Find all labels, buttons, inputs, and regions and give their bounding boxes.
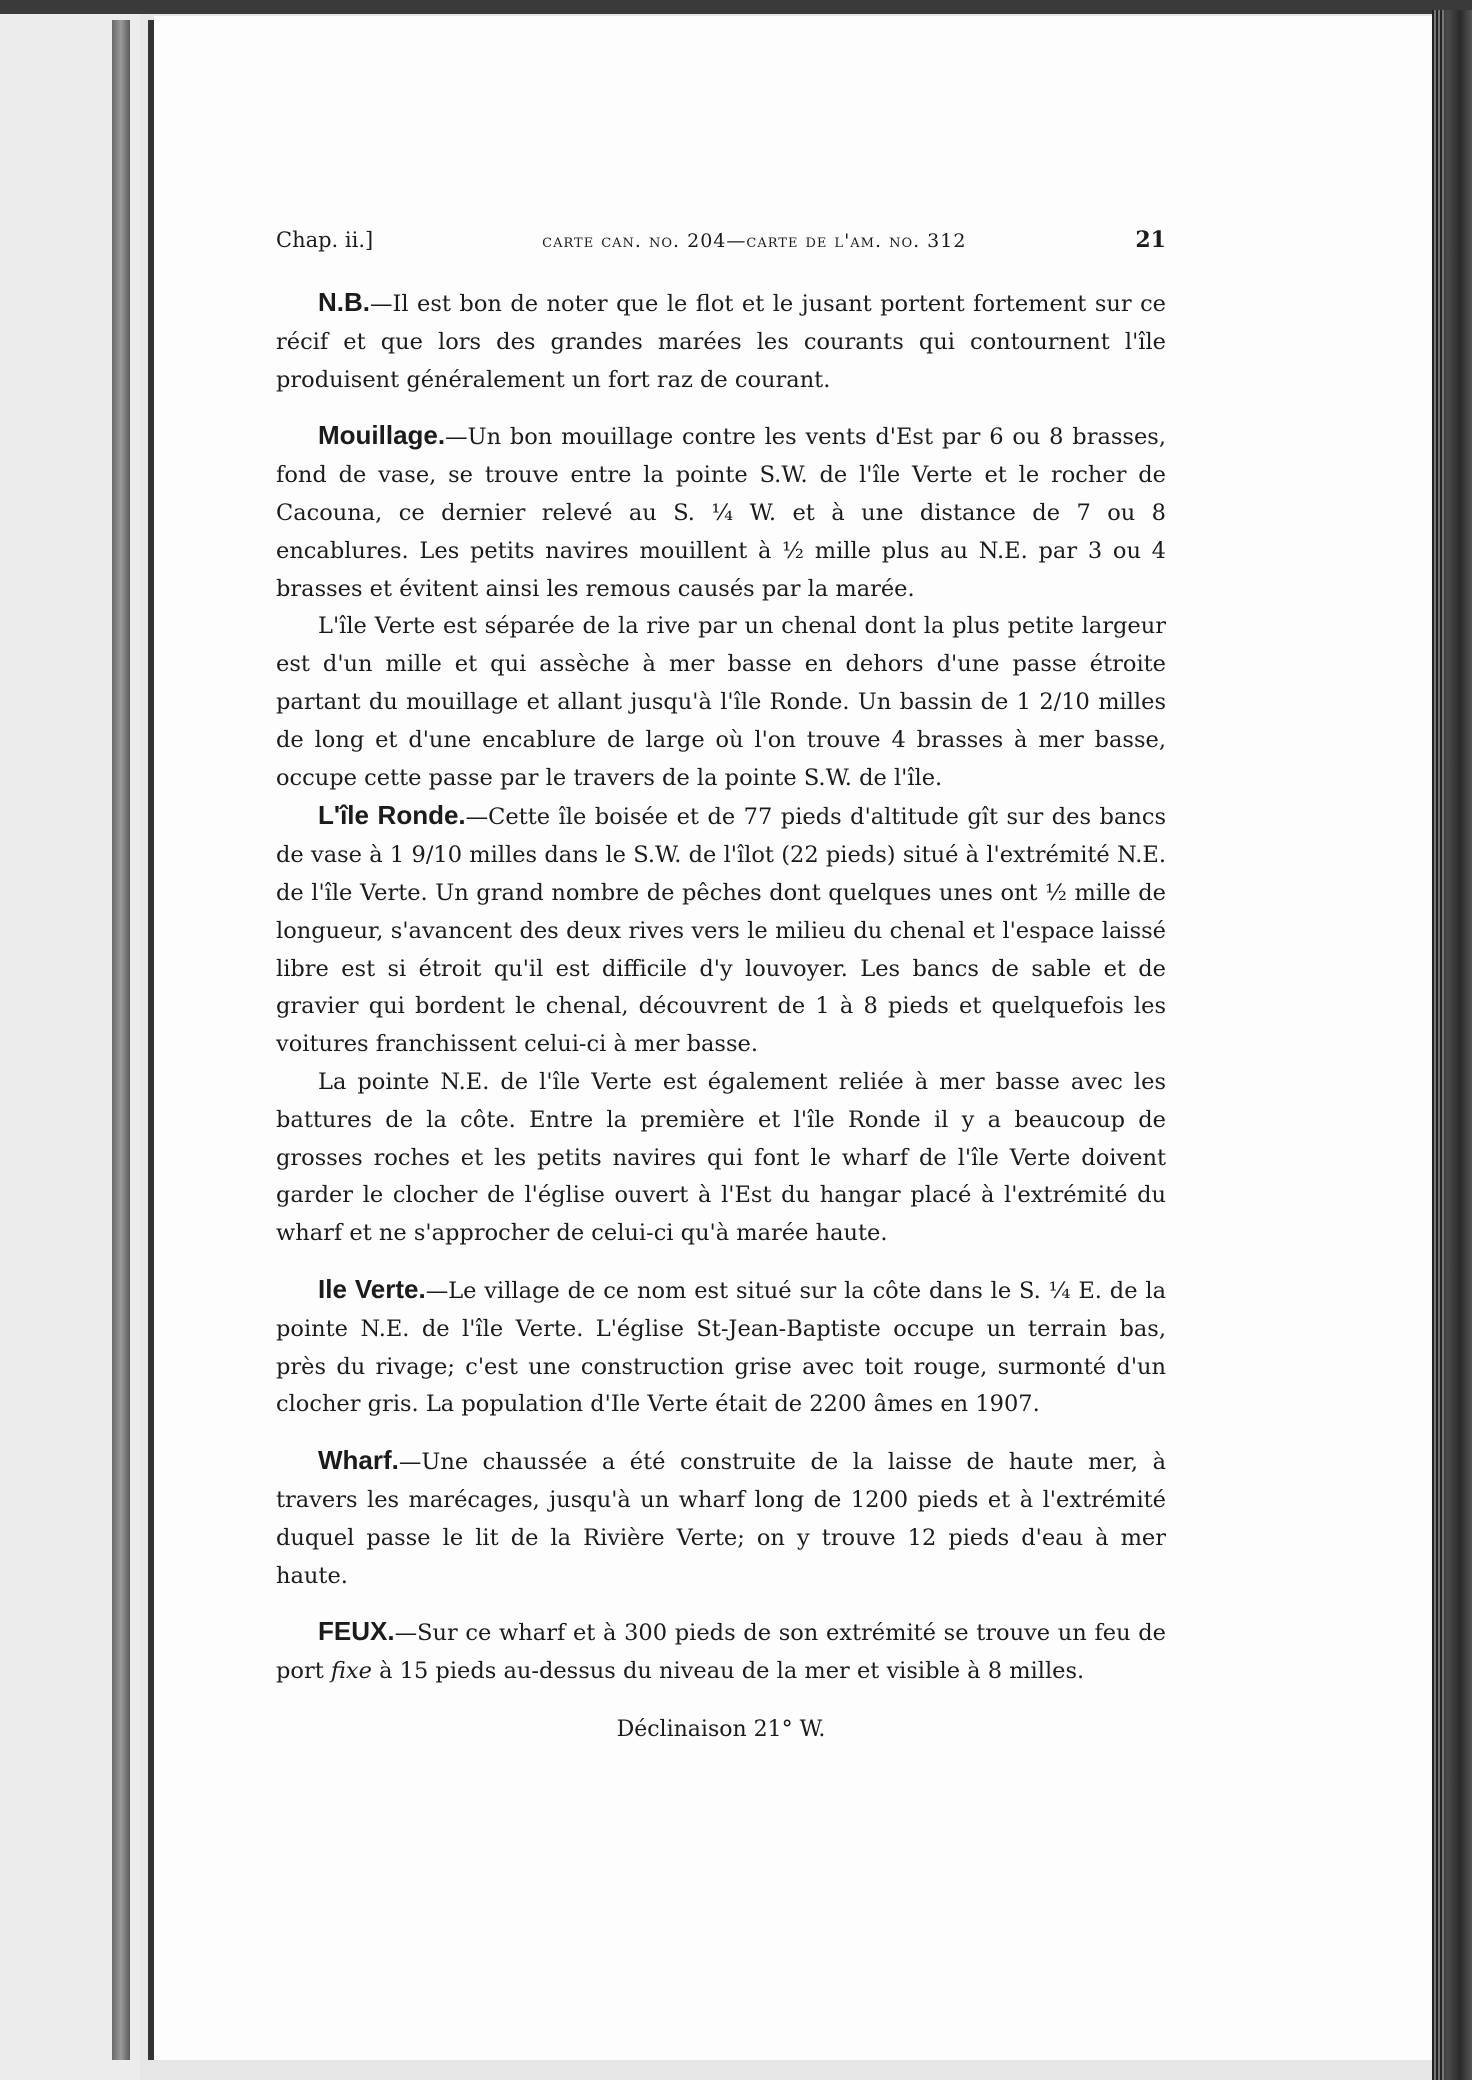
binding-gutter xyxy=(112,20,130,2060)
scan-top-edge xyxy=(0,0,1472,14)
paragraph-heading: Mouillage. xyxy=(318,420,446,451)
declination-note: Déclinaison 21° W. xyxy=(616,1716,826,1742)
chart-reference: carte can. no. 204—carte de l'am. no. 312 xyxy=(542,230,967,252)
page-number: 21 xyxy=(1135,227,1166,253)
paragraph-ile-verte-chenal xyxy=(276,608,1166,797)
paragraph-text: à 15 pieds au-dessus du niveau de la mer et visible à 8 milles. xyxy=(371,1658,1085,1685)
paragraph-text: —Un bon mouillage contre les vents d'Est par 6 ou 8 brasses, fond de vase, se trouve entre la pointe S.W. de l'île Verte et le rocher de Cacouna, ce dernier relevé au S. ¼ W. et à une distance de 7 ou 8 encablures. Les petits navires mouillent à ½ mille plus au N.E. par 3 ou 4 brasses et évitent ainsi les remous causés par la marée. xyxy=(276,424,1166,602)
paragraph-wharf xyxy=(276,1442,1166,1595)
chapter-label: Chap. ii.] xyxy=(276,228,374,252)
page-content xyxy=(276,222,1166,1749)
paragraph-mouillage xyxy=(276,417,1166,608)
italic-word: fixe xyxy=(330,1658,372,1685)
paragraph-text: —Une chaussée a été construite de la laisse de haute mer, à travers les marécages, jusqu'à un wharf long de 1200 pieds et à l'extrémité duquel passe le lit de la Rivière Verte; on y trouve 12 pieds d'eau à mer haute. xyxy=(276,1449,1166,1589)
paragraph-ile-ronde xyxy=(276,797,1166,1064)
paragraph-feux xyxy=(276,1613,1166,1691)
paragraph-nb xyxy=(276,284,1166,399)
paragraph-text: —Cette île boisée et de 77 pieds d'altitude gît sur des bancs de vase à 1 9/10 milles dans le S.W. de l'îlot (22 pieds) situé à l'extrémité N.E. de l'île Verte. Un grand nombre de pêches dont quelques unes ont ½ mille de longueur, s'avancent des deux rives vers le milieu du chenal et l'espace laissé libre est si étroit qu'il est difficile d'y louvoyer. Les bancs de sable et de gravier qui bordent le chenal, découvrent de 1 à 8 pieds et quelquefois les voitures franchissent celui-ci à mer basse. xyxy=(276,804,1166,1058)
paragraph-heading: Wharf. xyxy=(318,1445,399,1476)
paragraph-text: —Le village de ce nom est situé sur la côte dans le S. ¼ E. de la pointe N.E. de l'île Verte. L'église St-Jean-Baptiste occupe un terrain bas, près du rivage; c'est une construction grise avec toit rouge, surmonté d'un clocher gris. La population d'Ile Verte était de 2200 âmes en 1907. xyxy=(276,1277,1166,1418)
paragraph-heading: N.B. xyxy=(318,287,370,317)
paragraph-ile-verte-village xyxy=(276,1271,1166,1424)
paragraph-text: —Il est bon de noter que le flot et le jusant portent fortement sur ce récif et que lors des grandes marées les courants qui contournent l'île produisent généralement un fort raz de courant. xyxy=(276,291,1166,393)
paragraph-pointe-ne xyxy=(276,1064,1166,1253)
paragraph-text: La pointe N.E. de l'île Verte est également reliée à mer basse avec les battures de la côte. Entre la première et l'île Ronde il y a beaucoup de grosses roches et les petits navires qui font le wharf de l'île Verte doivent garder le clocher de l'église ouvert à l'Est du hangar placé à l'extrémité du wharf et ne s'approcher de celui-ci qu'à marée haute. xyxy=(276,1068,1166,1247)
page-stack-lines xyxy=(1432,10,1444,2080)
paragraph-heading: L'île Ronde. xyxy=(318,800,466,831)
running-header xyxy=(276,222,1166,262)
paragraph-heading: FEUX. xyxy=(318,1616,395,1647)
paragraph-heading: Ile Verte. xyxy=(318,1273,426,1304)
paragraph-text: —Sur ce wharf et à 300 pieds de son extrémité se trouve un feu de port xyxy=(276,1620,1166,1685)
paragraph-text: L'île Verte est séparée de la rive par un chenal dont la plus petite largeur est d'un mille et qui assèche à mer basse en dehors d'une passe étroite partant du mouillage et allant jusqu'à l'île Ronde. Un bassin de 1 2/10 milles de long et d'une encablure de large où l'on trouve 4 brasses à mer basse, occupe cette passe par le travers de la pointe S.W. de l'île. xyxy=(276,613,1166,791)
